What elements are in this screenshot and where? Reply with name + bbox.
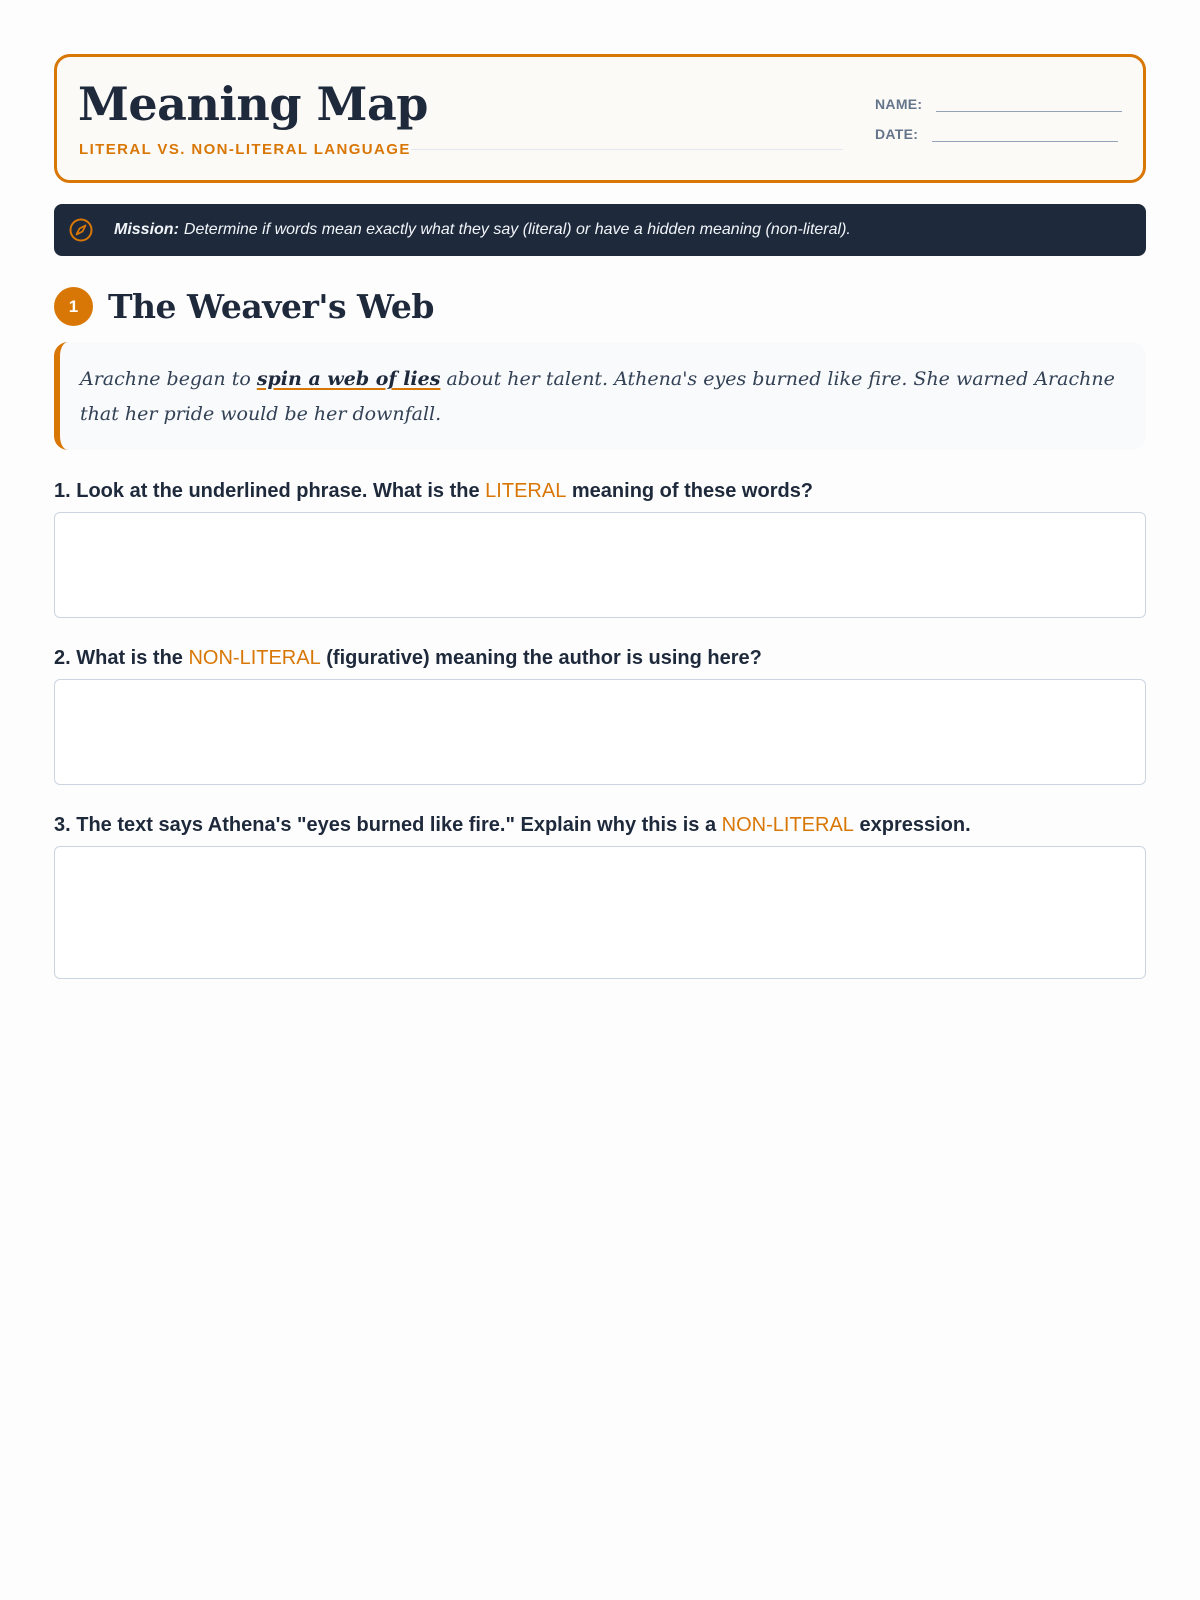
- question-3-text-after: expression.: [853, 814, 971, 836]
- mission-text: Determine if words mean exactly what they say (literal) or have a hidden meaning (non-literal).: [183, 221, 851, 238]
- compass-icon: [68, 217, 94, 243]
- mission-bar: [54, 204, 1146, 256]
- reading-passage: [54, 342, 1146, 450]
- question-1-keyword: LITERAL: [485, 480, 567, 502]
- passage-text-before: Arachne began to: [80, 368, 257, 390]
- question-3: [54, 813, 1146, 979]
- date-line[interactable]: [932, 125, 1118, 142]
- name-field-row: [875, 95, 1122, 112]
- question-1: [54, 479, 1146, 618]
- page-title: Meaning Map: [78, 77, 428, 131]
- passage-underlined-phrase: spin a web of lies: [256, 368, 441, 390]
- question-3-keyword: NON-LITERAL: [721, 814, 854, 836]
- question-1-text-before: 1. Look at the underlined phrase. What is the: [54, 480, 486, 502]
- question-1-prompt: [54, 479, 1146, 503]
- section-number-badge: 1: [54, 287, 93, 326]
- question-3-answer-box[interactable]: [54, 846, 1146, 979]
- header-divider: [411, 149, 843, 150]
- name-line[interactable]: [936, 95, 1122, 112]
- date-label: DATE:: [875, 126, 919, 142]
- question-1-answer-box[interactable]: [54, 512, 1146, 618]
- mission-lead: Mission:: [114, 221, 179, 238]
- question-2-keyword: NON-LITERAL: [188, 647, 321, 669]
- date-field-row: [875, 125, 1118, 142]
- question-2-answer-box[interactable]: [54, 679, 1146, 785]
- question-1-text-after: meaning of these words?: [566, 480, 814, 502]
- name-label: NAME:: [875, 96, 923, 112]
- question-2-text-after: (figurative) meaning the author is using here?: [320, 647, 762, 669]
- worksheet-page: [54, 54, 1146, 979]
- section-title: The Weaver's Web: [108, 287, 434, 326]
- section-heading: [54, 287, 1146, 326]
- question-3-prompt: [54, 813, 1146, 837]
- question-2: [54, 646, 1146, 785]
- header-card: [54, 54, 1146, 183]
- question-2-prompt: [54, 646, 1146, 670]
- page-subtitle: LITERAL VS. NON-LITERAL LANGUAGE: [79, 141, 411, 158]
- question-2-text-before: 2. What is the: [54, 647, 189, 669]
- question-3-text-before: 3. The text says Athena's "eyes burned like fire." Explain why this is a: [54, 814, 722, 836]
- passage-text-after: about her talent. Athena's eyes burned like fire. She warned Arachne that her pride would be her downfall.: [80, 368, 1115, 425]
